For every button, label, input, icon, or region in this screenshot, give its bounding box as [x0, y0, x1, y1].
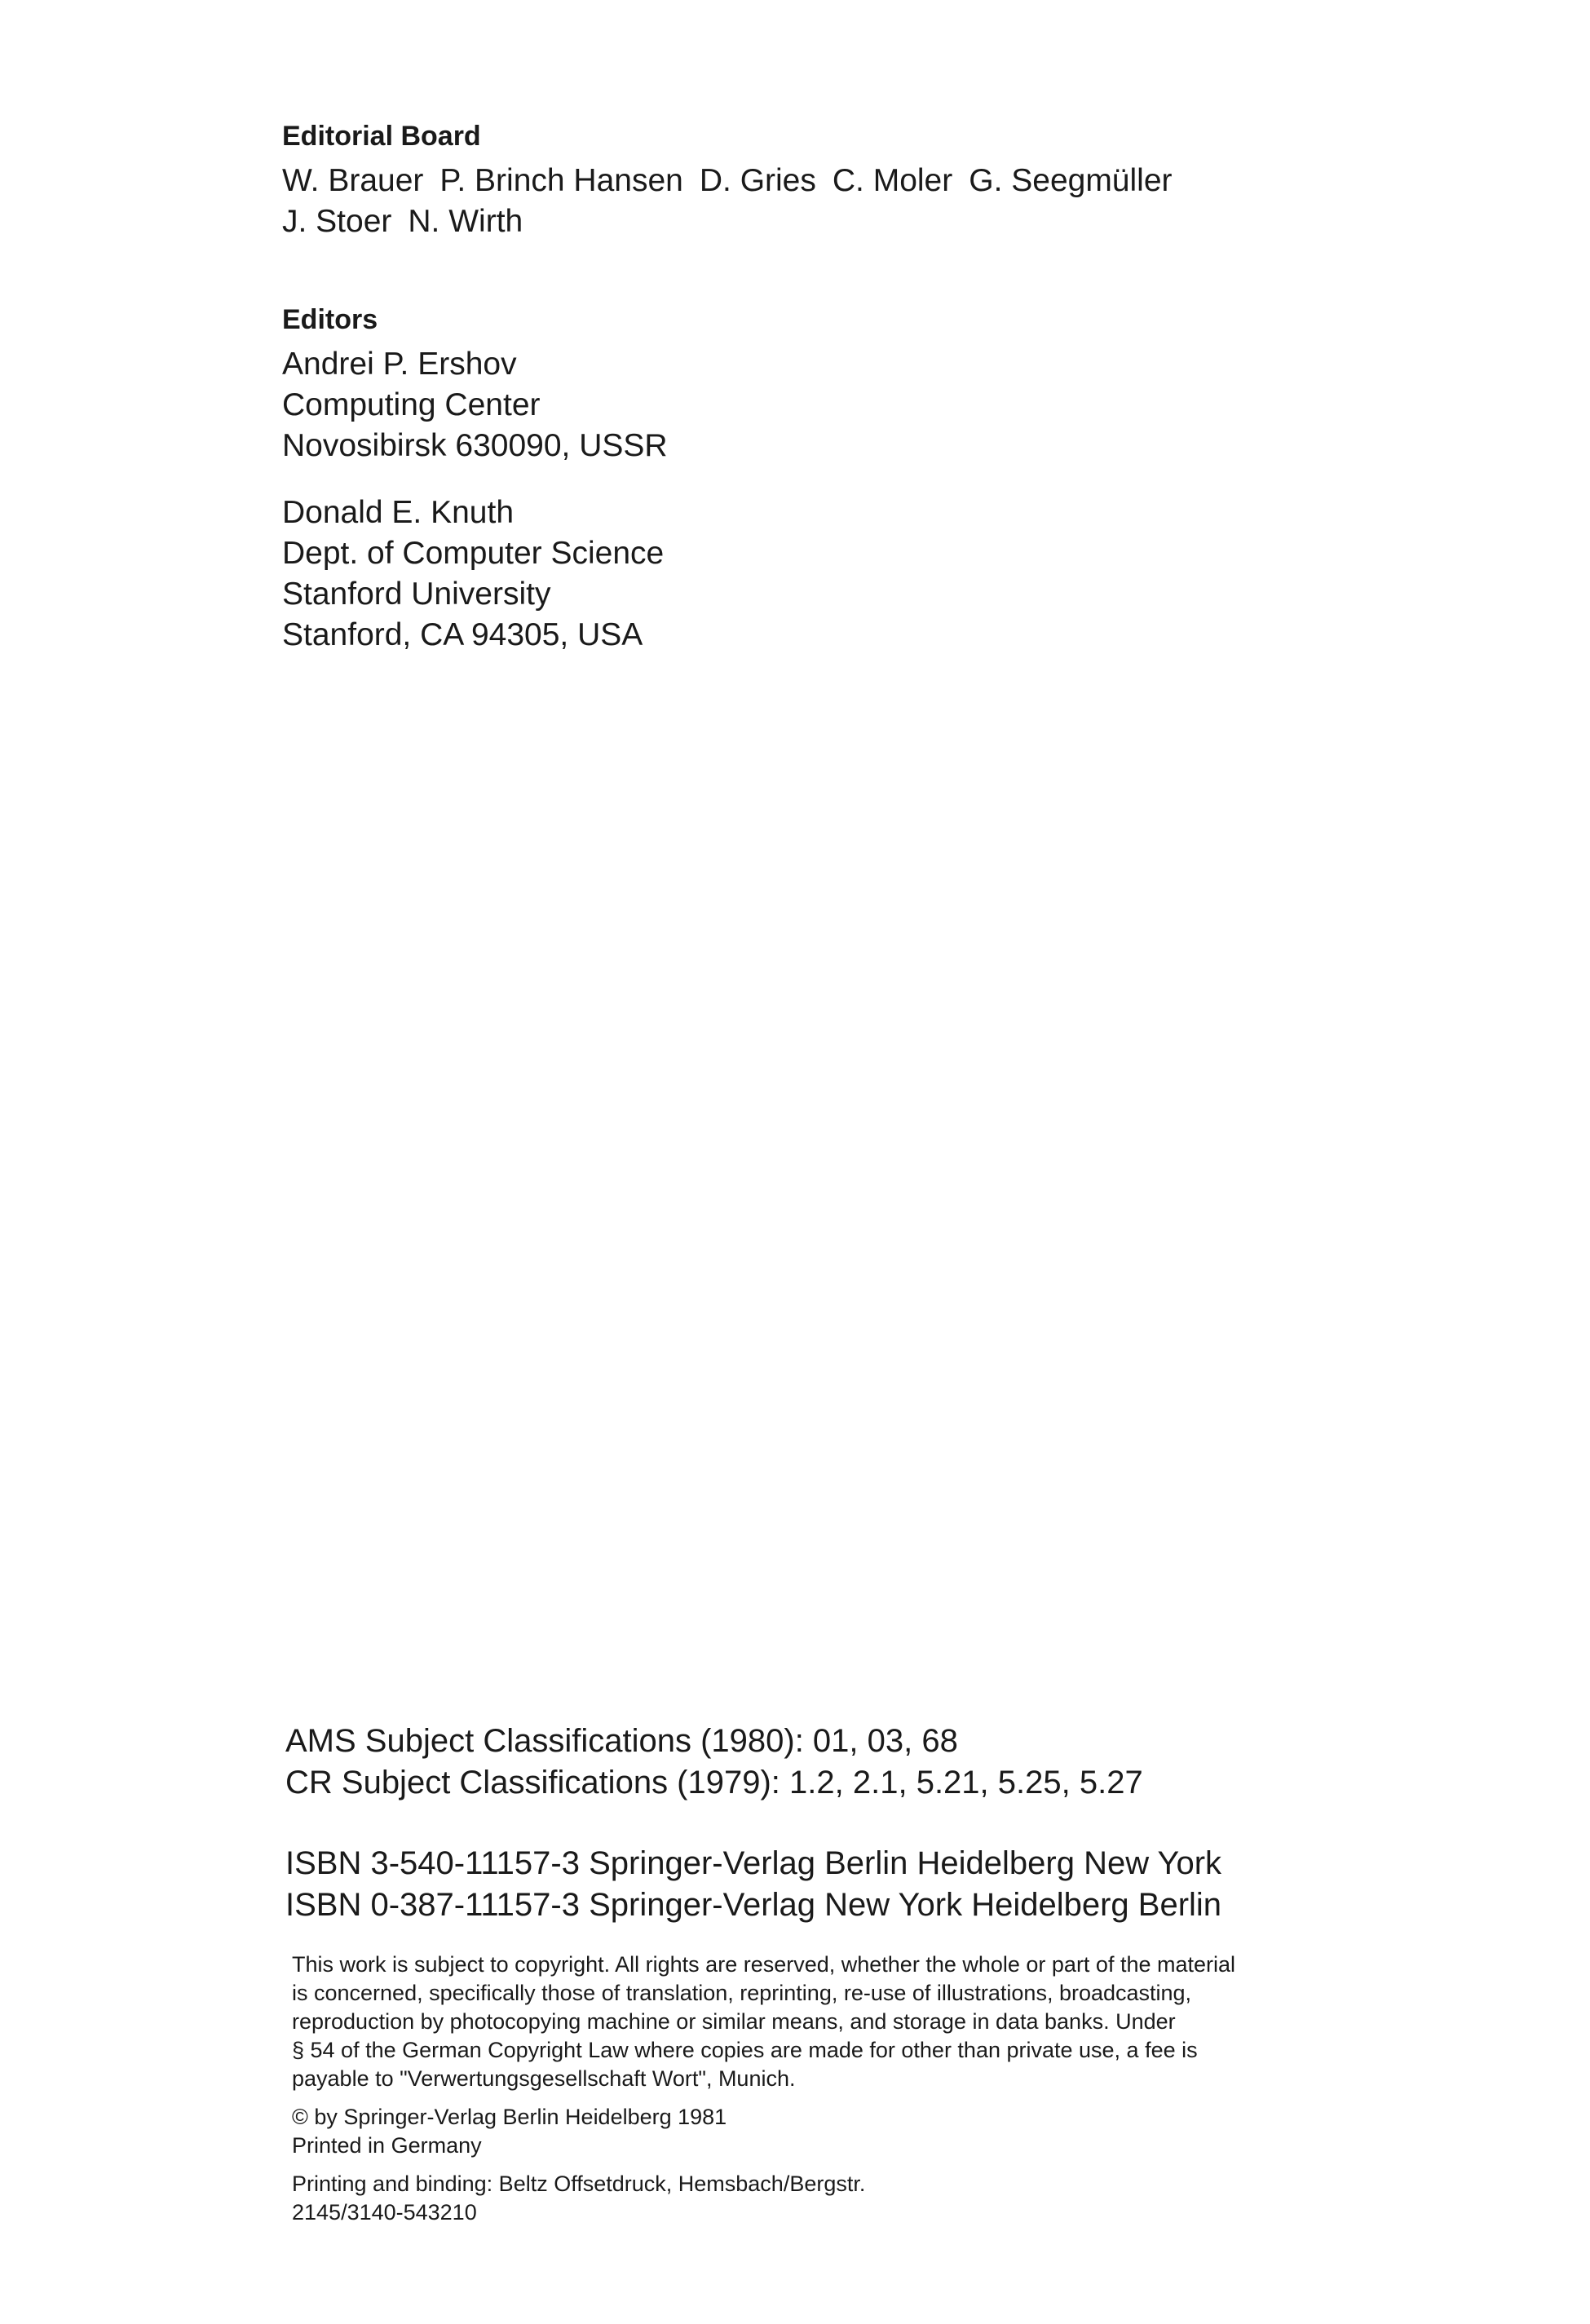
isbn-section [285, 1843, 1221, 1926]
copyright-notice-line: reproduction by photocopying machine or similar means, and storage in data banks. Under [292, 2009, 1176, 2034]
copyright-section [292, 1951, 1235, 2227]
board-member: W. Brauer [282, 163, 424, 198]
editor-department: Dept. of Computer Science [282, 536, 665, 571]
editor-city: Stanford, CA 94305, USA [282, 617, 643, 652]
isbn-line-2: ISBN 0-387-11157-3 Springer-Verlag New York Heidelberg Berlin [285, 1887, 1222, 1923]
editorial-board-heading: Editorial Board [282, 121, 481, 152]
board-member: C. Moler [832, 163, 953, 198]
editorial-board-section [282, 118, 1189, 242]
cr-classification: CR Subject Classifications (1979): 1.2, 2.1, 5.21, 5.25, 5.27 [285, 1765, 1143, 1800]
editor-address-ershov [282, 344, 668, 466]
editor-affiliation: Stanford University [282, 577, 551, 612]
copyright-line: © by Springer-Verlag Berlin Heidelberg 1981 [292, 2105, 727, 2129]
board-member: N. Wirth [408, 204, 523, 239]
editor-city: Novosibirsk 630090, USSR [282, 428, 668, 463]
board-member: P. Brinch Hansen [439, 163, 683, 198]
editor-affiliation: Computing Center [282, 387, 541, 422]
editor-address-knuth [282, 493, 668, 656]
board-member: J. Stoer [282, 204, 392, 239]
editors-section [282, 302, 668, 656]
editor-name: Donald E. Knuth [282, 495, 515, 530]
board-member: D. Gries [699, 163, 816, 198]
print-code: 2145/3140-543210 [292, 2200, 477, 2225]
printed-in: Printed in Germany [292, 2133, 482, 2158]
subject-classifications [285, 1721, 1143, 1804]
board-member: G. Seegmüller [969, 163, 1173, 198]
copyright-notice-line: § 54 of the German Copyright Law where copies are made for other than private use, a fee is [292, 2038, 1198, 2062]
isbn-line-1: ISBN 3-540-11157-3 Springer-Verlag Berlin Heidelberg New York [285, 1845, 1222, 1881]
printing-binding: Printing and binding: Beltz Offsetdruck, Hemsbach/Bergstr. [292, 2172, 866, 2196]
editorial-board-line-1 [282, 161, 1189, 201]
copyright-notice-line: This work is subject to copyright. All rights are reserved, whether the whole or part of the material [292, 1952, 1236, 1977]
copyright-notice-line: payable to "Verwertungsgesellschaft Wort", Munich. [292, 2066, 796, 2091]
ams-classification: AMS Subject Classifications (1980): 01, 03, 68 [285, 1723, 958, 1759]
copyright-notice [292, 1951, 1235, 2093]
editors-heading: Editors [282, 304, 378, 335]
editor-name: Andrei P. Ershov [282, 347, 517, 382]
editorial-board-line-2 [282, 201, 1189, 242]
copyright-notice-line: is concerned, specifically those of translation, reprinting, re-use of illustrations, broadcasting, [292, 1981, 1192, 2005]
